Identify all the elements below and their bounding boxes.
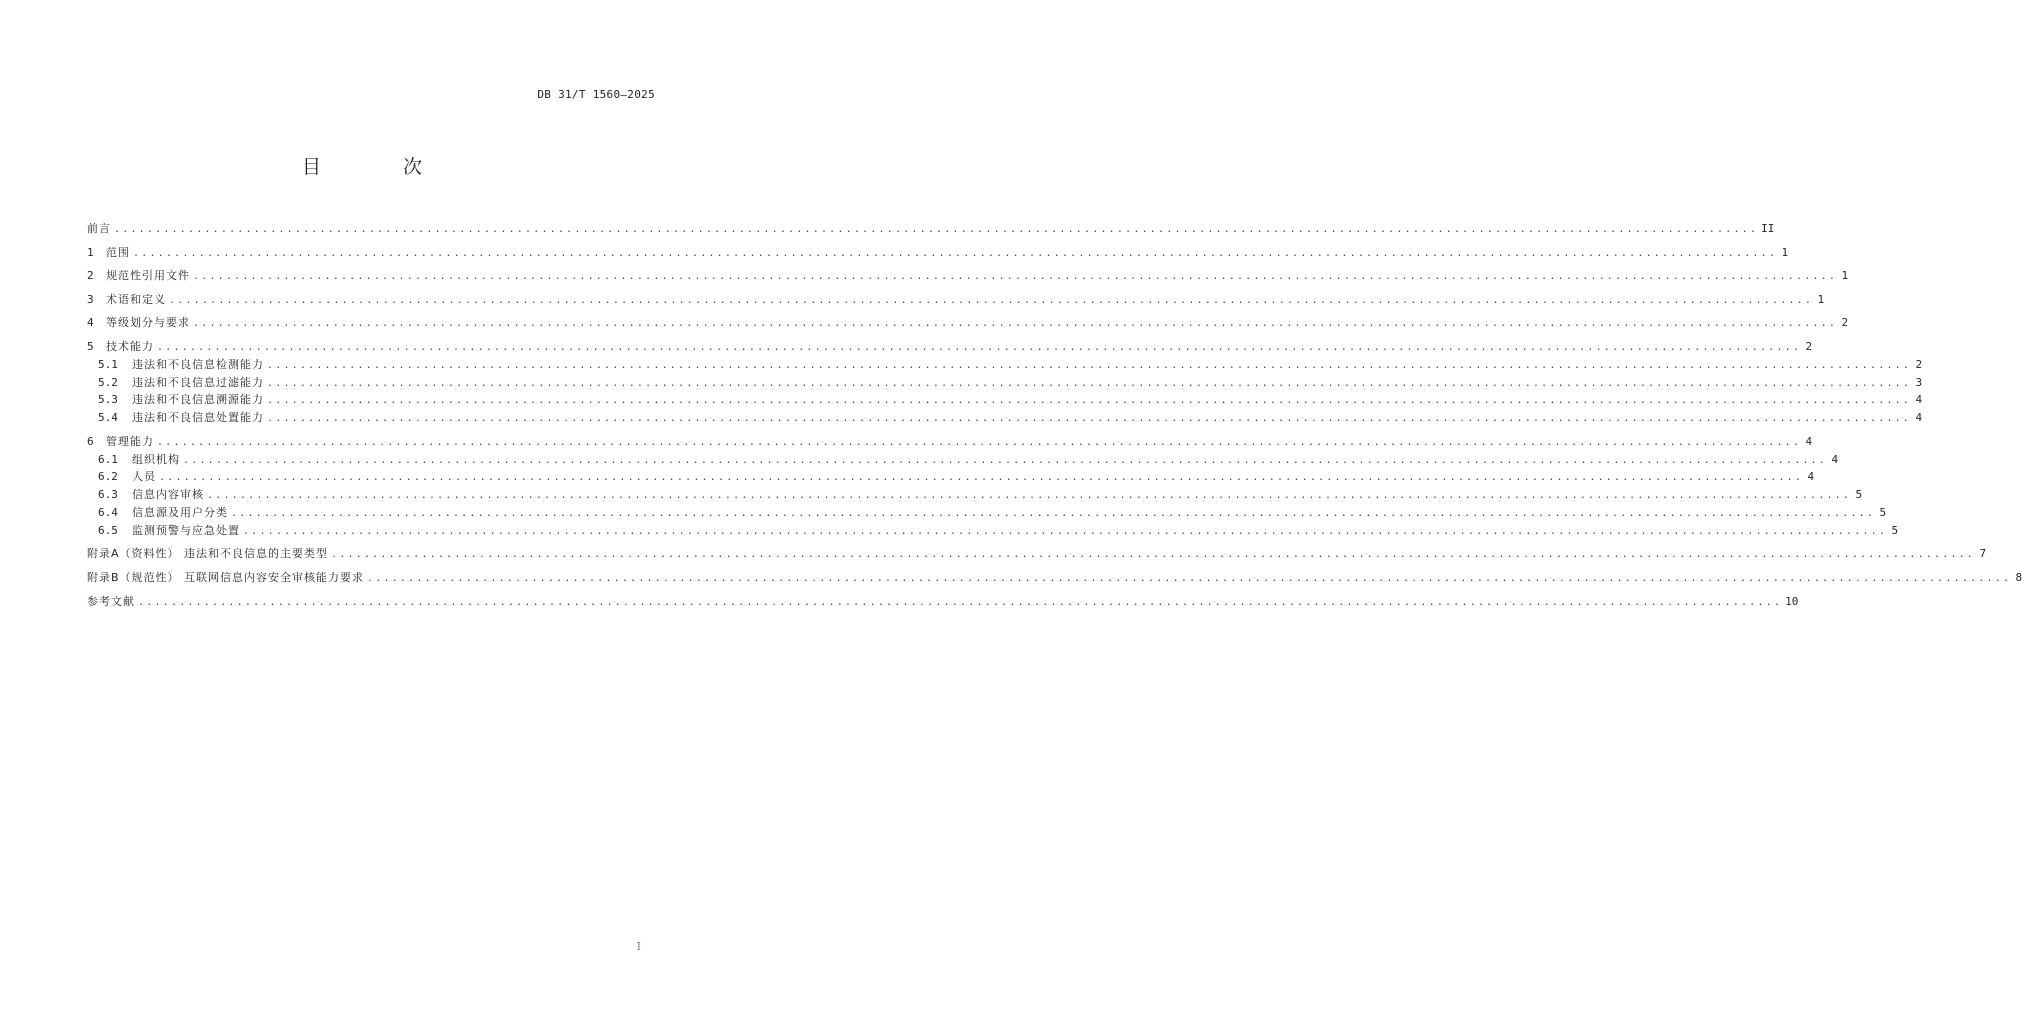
toc-entry[interactable] [87,374,1923,392]
toc-entry-title: 参考文献 [87,594,135,608]
toc-entry[interactable] [87,593,1799,611]
toc-entry-number: 5.2 [98,375,118,389]
toc-entry-number: 6.2 [98,470,118,484]
toc-entry-title: 违法和不良信息处置能力 [132,411,264,425]
toc-entry-title: 前言 [87,222,111,235]
toc-entry-page: 1 [1817,292,1825,306]
page-number: I [636,940,641,953]
toc-entry-number: 5.1 [98,357,118,371]
toc-dot-leader: ........................................................................................................................................................................................................ [114,224,1759,235]
toc-entry-number: 5 [87,339,94,353]
toc-entry-page: 2 [1805,339,1813,353]
toc-entry-page: 4 [1807,470,1815,484]
toc-entry[interactable] [87,504,1887,522]
toc-dot-leader: ........................................................................................................................................................................................................ [207,490,1852,502]
page-title: 目 次 [301,156,461,178]
toc-dot-leader: ........................................................................................................................................................................................................ [367,572,2012,584]
toc-entry[interactable] [87,291,1825,309]
toc-entry[interactable] [87,451,1839,469]
toc-entry-number: 6.1 [98,452,118,466]
toc-entry-title: 规范性引用文件 [106,269,190,283]
toc-entry[interactable] [87,409,1923,427]
toc-entry-number: 6 [87,434,94,448]
toc-entry[interactable] [87,391,1923,409]
toc-dot-leader: ........................................................................................................................................................................................................ [267,395,1912,407]
toc-entry-page: II [1761,222,1775,235]
toc-entry-title: 监测预警与应急处置 [132,523,240,537]
toc-entry-number: 5.3 [98,393,118,407]
toc-entry-page: 5 [1855,488,1863,502]
toc-dot-leader: ........................................................................................................................................................................................................ [193,318,1838,330]
toc-dot-leader: ........................................................................................................................................................................................................ [159,472,1804,484]
toc-entry-page: 4 [1915,393,1923,407]
toc-dot-leader: ........................................................................................................................................................................................................ [157,341,1802,353]
toc-entry-title: 术语和定义 [106,292,166,306]
toc-entry-page: 8 [2015,570,2022,584]
toc-entry-number: 6.4 [98,505,118,519]
toc-entry-title: 范围 [106,245,130,259]
toc-entry-title: 技术能力 [106,339,154,353]
toc-entry-page: 1 [1841,269,1849,283]
toc-dot-leader: ........................................................................................................................................................................................................ [157,436,1802,448]
toc-entry-title: 违法和不良信息检测能力 [132,357,264,371]
toc-entry[interactable] [87,356,1923,374]
toc-entry-title: 信息内容审核 [132,488,204,502]
toc-entry-title: 信息源及用户分类 [132,505,228,519]
toc-entry[interactable] [87,220,1775,238]
toc-entry-number: 6.5 [98,523,118,537]
toc-dot-leader: ........................................................................................................................................................................................................ [267,377,1912,389]
toc-entry-number: 6.3 [98,488,118,502]
toc-entry-number: 4 [87,316,94,330]
toc-entry[interactable] [87,486,1863,504]
toc-dot-leader: ........................................................................................................................................................................................................ [138,596,1783,608]
toc-entry-page: 2 [1841,316,1849,330]
toc-dot-leader: ........................................................................................................................................................................................................ [267,413,1912,425]
toc-entry-title: 违法和不良信息过滤能力 [132,375,264,389]
toc-entry[interactable] [87,545,1987,563]
toc-entry-number: 1 [87,245,94,259]
toc-entry-page: 1 [1781,245,1789,259]
toc-entry-page: 10 [1785,594,1799,608]
toc-dot-leader: ........................................................................................................................................................................................................ [331,549,1976,561]
toc-entry-page: 7 [1979,547,1987,561]
toc-entry-title: 人员 [132,470,156,484]
toc-entry-page: 4 [1831,452,1839,466]
toc-entry-page: 4 [1805,434,1813,448]
toc-entry[interactable] [87,338,1813,356]
toc-entry-title: 附录B（规范性） 互联网信息内容安全审核能力要求 [87,570,365,584]
toc-dot-leader: ........................................................................................................................................................................................................ [193,271,1838,283]
toc-entry-page: 5 [1879,505,1887,519]
toc-entry-title: 等级划分与要求 [106,316,190,330]
toc-entry[interactable] [87,569,2022,587]
toc-entry-number: 3 [87,292,94,306]
toc-entry[interactable] [87,433,1813,451]
document-code: DB 31/T 1560—2025 [537,88,655,101]
table-of-contents [87,220,2022,610]
toc-entry-page: 5 [1891,523,1899,537]
toc-entry-title: 组织机构 [132,452,180,466]
toc-entry[interactable] [87,244,1789,262]
toc-entry-page: 3 [1915,375,1923,389]
toc-entry[interactable] [87,267,1849,285]
toc-dot-leader: ........................................................................................................................................................................................................ [267,359,1912,371]
toc-entry-number: 5.4 [98,411,118,425]
toc-entry[interactable] [87,468,1815,486]
toc-entry-title: 违法和不良信息溯源能力 [132,393,264,407]
toc-entry-title: 附录A（资料性） 违法和不良信息的主要类型 [87,547,329,561]
toc-dot-leader: ........................................................................................................................................................................................................ [231,507,1876,519]
toc-entry-page: 2 [1915,357,1923,371]
toc-dot-leader: ........................................................................................................................................................................................................ [243,525,1888,537]
toc-dot-leader: ........................................................................................................................................................................................................ [133,247,1778,259]
toc-dot-leader: ........................................................................................................................................................................................................ [183,454,1828,466]
toc-entry[interactable] [87,314,1849,332]
toc-entry-title: 管理能力 [106,434,154,448]
toc-entry-number: 2 [87,269,94,283]
toc-entry-page: 4 [1915,411,1923,425]
toc-entry[interactable] [87,522,1899,540]
toc-dot-leader: ........................................................................................................................................................................................................ [169,294,1814,306]
